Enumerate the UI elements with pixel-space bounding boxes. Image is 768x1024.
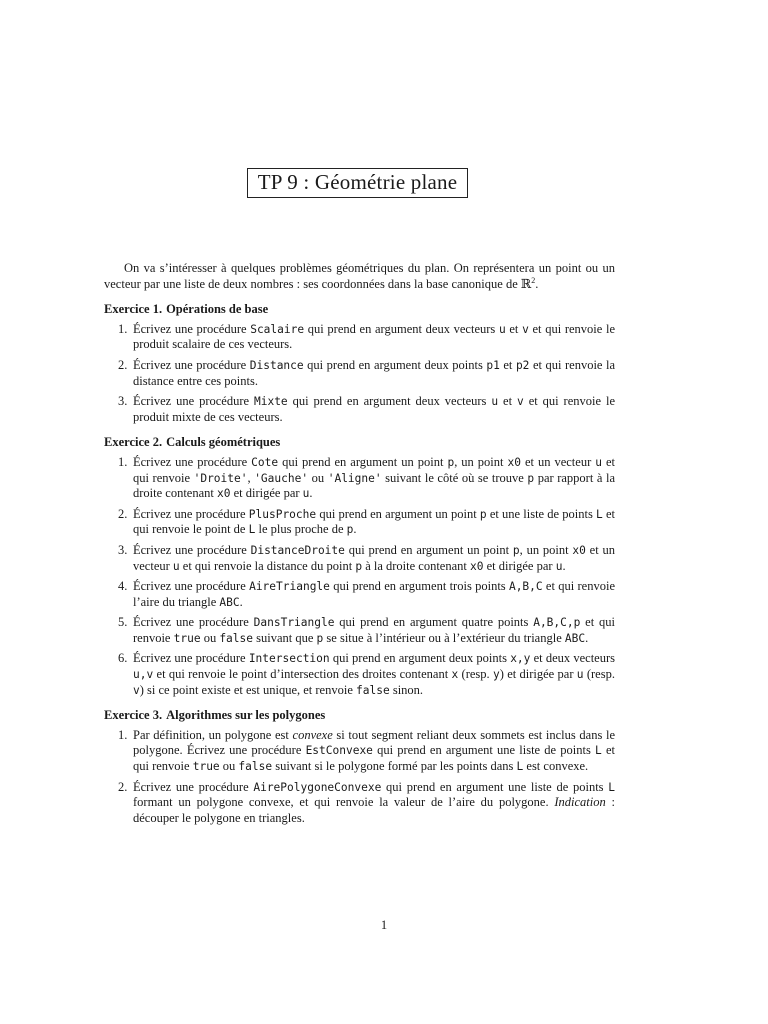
item-text: et dirigée par (230, 486, 303, 501)
item-text: Écrivez une procédure (133, 506, 249, 521)
item-text: par rapport à la droite contenant (133, 470, 616, 501)
exercise-item (104, 322, 615, 353)
item-text: . (239, 594, 243, 609)
exercise-item (104, 507, 615, 538)
document-title (247, 168, 468, 198)
item-number: 4. (118, 579, 128, 594)
item-number: 3. (118, 542, 128, 557)
item-text: Écrivez une procédure (133, 615, 254, 630)
item-text: si tout segment reliant deux sommets est inclus dans le polygone. Écrivez une procédure (133, 727, 615, 758)
item-text: : découper le polygone en triangles. (133, 795, 615, 825)
item-number: 1. (118, 321, 128, 336)
item-text: ) et dirigée par (499, 667, 577, 682)
exercise-label: Exercice 1. (104, 302, 163, 317)
page-number: 1 (380, 918, 388, 932)
exercise-item-list (104, 455, 615, 698)
code-token: L (608, 780, 615, 794)
exercise-item-list (104, 728, 615, 827)
item-text: à la droite contenant (362, 558, 471, 573)
code-token: true (192, 760, 220, 774)
code-token: L (596, 507, 603, 521)
item-text: et qui renvoie le point d’intersection des droites contenant (153, 667, 452, 682)
code-token: u (302, 487, 310, 501)
item-text: et (505, 321, 523, 336)
item-number: 2. (118, 779, 128, 794)
item-text: et une liste de points (486, 506, 597, 521)
item-number: 5. (118, 615, 128, 630)
intro-paragraph (104, 261, 615, 292)
exercise-item (104, 651, 615, 698)
code-token: p (355, 559, 363, 573)
item-text: et qui renvoie (133, 615, 615, 645)
item-text: suivant le côté où se trouve (381, 470, 528, 485)
code-token: PlusProche (248, 507, 317, 521)
item-text: qui prend en argument deux points (329, 651, 511, 666)
item-text: et dirigée par (483, 558, 556, 573)
item-text: qui prend en argument quatre points (334, 615, 534, 630)
code-token: DansTriangle (253, 616, 335, 630)
code-token: v (522, 322, 529, 336)
item-text: Écrivez une procédure (133, 321, 251, 336)
item-text: et qui renvoie le point de (133, 506, 615, 537)
item-number: 2. (118, 357, 128, 372)
exercises-container (104, 302, 615, 826)
item-text: Écrivez une procédure (133, 651, 249, 666)
code-token: x0 (507, 455, 521, 469)
code-token: false (238, 760, 273, 774)
code-token: L (516, 760, 524, 774)
code-token: u (555, 559, 563, 573)
exercise-item (104, 780, 615, 827)
item-text: (resp. (583, 667, 615, 682)
item-text: , (247, 470, 255, 485)
item-text: suivant que (253, 630, 317, 645)
item-text: et qui renvoie le produit mixte de ces vecteurs. (133, 394, 615, 424)
code-token: true (173, 631, 201, 645)
item-text: formant un polygone convexe, et qui renvoie la valeur de l’aire du polygone. (133, 795, 555, 810)
intro-text: On va s’intéresser à quelques problèmes géométriques du plan. On représentera un point ou un vecteur par une liste de deux nombres : ses coordonnées dans la base canonique de ℝ (104, 261, 615, 291)
item-text: et un vecteur (133, 542, 615, 573)
code-token: L (595, 744, 602, 758)
item-text: Écrivez une procédure (133, 454, 252, 469)
item-text: (resp. (458, 667, 493, 682)
exercise-title: Calculs géométriques (166, 435, 281, 450)
exercise-item-list (104, 322, 615, 426)
code-token: DistanceDroite (250, 543, 345, 557)
exercise-item (104, 455, 615, 502)
item-text: qui prend en argument trois points (329, 579, 509, 594)
code-token: Cote (251, 455, 279, 469)
code-token: p (512, 543, 520, 557)
exercise-title: Opérations de base (166, 302, 269, 317)
item-text: , un point (454, 454, 508, 469)
exercise-heading (104, 708, 615, 724)
code-token: x0 (217, 487, 231, 501)
code-token: p1 (486, 358, 500, 372)
item-text: Écrivez une procédure (133, 579, 250, 594)
item-text: ou (308, 470, 328, 485)
code-token: AireTriangle (249, 580, 330, 594)
code-token: p2 (515, 358, 530, 372)
code-token: AirePolygoneConvexe (253, 780, 382, 794)
code-token: u,v (133, 668, 154, 682)
item-text: qui prend en argument deux points (303, 357, 487, 372)
exercise-item (104, 394, 615, 425)
item-text: suivant si le polygone formé par les points dans (272, 759, 517, 774)
code-token: p (527, 471, 535, 485)
item-number: 1. (118, 454, 128, 469)
item-text: le plus proche de (255, 522, 347, 537)
code-token: L (248, 523, 256, 537)
item-text: qui prend en argument deux vecteurs (304, 321, 499, 336)
code-token: false (219, 631, 253, 645)
item-text: se situe à l’intérieur ou à l’extérieur du triangle (323, 630, 565, 645)
code-token: ABC (564, 631, 586, 645)
item-text: et qui renvoie la distance du point (179, 558, 356, 573)
item-text: Par définition, un polygone est (133, 727, 293, 742)
code-token: false (356, 683, 390, 697)
code-token: A,B,C,p (533, 616, 581, 630)
code-token: 'Droite' (193, 471, 248, 485)
item-text: qui prend en argument un point (344, 542, 513, 557)
item-text: . (562, 558, 566, 573)
code-token: x,y (510, 652, 531, 666)
item-text: et (499, 357, 516, 372)
item-text: Écrivez une procédure (133, 357, 250, 372)
code-token: 'Gauche' (254, 471, 309, 485)
code-token: p (346, 523, 354, 537)
item-number: 1. (118, 727, 128, 742)
item-text: ) si ce point existe et est unique, et renvoie (139, 682, 357, 697)
exercise-item (104, 358, 615, 389)
code-token: v (133, 683, 140, 697)
exercise-item (104, 579, 615, 610)
code-token: u (576, 668, 584, 682)
code-token: Intersection (248, 652, 330, 666)
item-text: qui prend en argument une liste de points (381, 779, 609, 794)
item-text: et qui renvoie (133, 454, 615, 485)
code-token: Mixte (253, 395, 288, 409)
code-token: p (316, 631, 324, 645)
item-text: . (585, 630, 589, 645)
code-token: x (451, 668, 459, 682)
code-token: Scalaire (250, 322, 305, 336)
exercise-heading (104, 435, 615, 451)
item-text: . (353, 522, 357, 537)
item-number: 6. (118, 651, 128, 666)
item-text: sinon. (389, 682, 424, 697)
item-text: , un point (519, 542, 573, 557)
emphasis-text: Indication (554, 795, 606, 810)
document-title-text: TP 9 : Géométrie plane (257, 170, 458, 195)
document-body (104, 261, 615, 831)
code-token: u (498, 322, 506, 336)
emphasis-text: convexe (292, 727, 333, 742)
item-text: qui prend en argument deux vecteurs (287, 394, 492, 409)
exercise-label: Exercice 3. (104, 708, 163, 723)
item-text: et un vecteur (520, 454, 596, 469)
item-text: ou (219, 759, 239, 774)
item-text: et (498, 394, 518, 409)
exercise-title: Algorithmes sur les polygones (166, 708, 326, 723)
code-token: x0 (470, 559, 484, 573)
code-token: v (517, 395, 524, 409)
item-text: qui prend en argument une liste de points (372, 743, 596, 758)
item-text: . (309, 486, 313, 501)
code-token: ABC (219, 595, 240, 609)
intro-superscript: 2 (531, 275, 536, 285)
code-token: p (447, 455, 455, 469)
item-text: et qui renvoie le produit scalaire de ces vecteurs. (133, 321, 616, 352)
item-text: et deux vecteurs (530, 651, 615, 666)
item-text: Écrivez une procédure (133, 779, 254, 794)
item-text: Écrivez une procédure (133, 394, 254, 409)
exercise-item (104, 615, 615, 646)
code-token: u (595, 455, 602, 469)
item-number: 2. (118, 506, 128, 521)
item-text: est convexe. (523, 759, 589, 774)
exercise-item (104, 728, 615, 775)
code-token: x0 (572, 543, 586, 557)
code-token: u (491, 395, 499, 409)
code-token: u (172, 559, 180, 573)
item-text: ou (200, 630, 220, 645)
code-token: y (492, 668, 500, 682)
code-token: Distance (249, 358, 304, 372)
item-text: et qui renvoie l’aire du triangle (133, 579, 615, 609)
exercise-item (104, 543, 615, 574)
code-token: 'Aligne' (327, 471, 382, 485)
exercise-label: Exercice 2. (104, 435, 163, 450)
item-text: qui prend en argument un point (316, 506, 480, 521)
item-number: 3. (118, 394, 128, 409)
code-token: EstConvexe (305, 744, 373, 758)
intro-end: . (535, 276, 539, 291)
item-text: et qui renvoie la distance entre ces points. (133, 357, 616, 388)
code-token: p (479, 507, 487, 521)
item-text: Écrivez une procédure (133, 542, 251, 557)
item-text: qui prend en argument un point (278, 454, 448, 469)
item-text: et qui renvoie (133, 743, 615, 774)
code-token: A,B,C (508, 580, 543, 594)
exercise-heading (104, 302, 615, 318)
